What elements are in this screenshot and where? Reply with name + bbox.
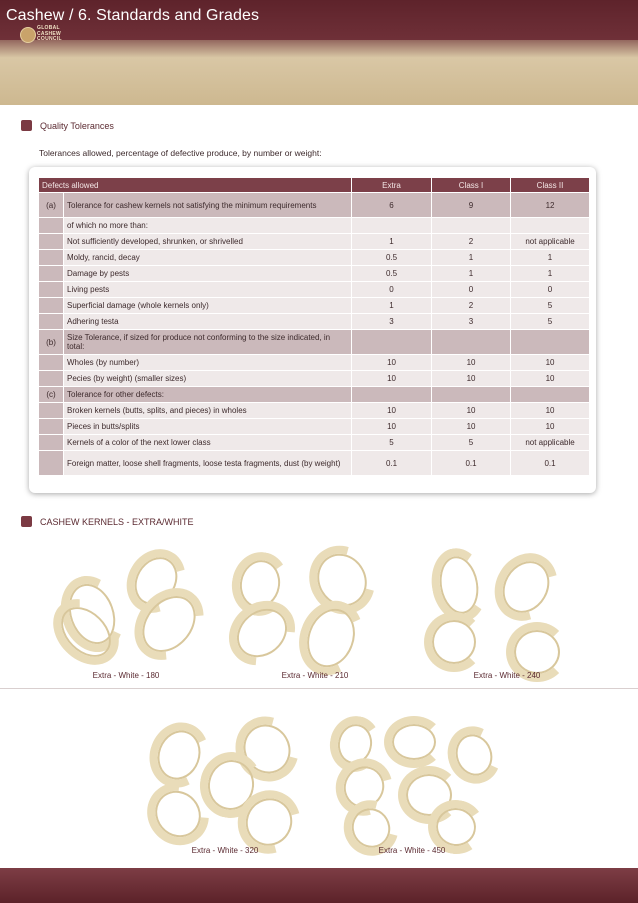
table-row bbox=[39, 330, 590, 355]
cell-class1: 10 bbox=[432, 355, 511, 371]
section-divider bbox=[0, 688, 638, 689]
cell-class2: not applicable bbox=[511, 435, 590, 451]
cell-class2: 0.1 bbox=[511, 451, 590, 476]
cell-extra bbox=[352, 387, 432, 403]
table-row bbox=[39, 419, 590, 435]
table-row bbox=[39, 193, 590, 218]
cashew-kernel-icon bbox=[483, 542, 570, 633]
cell-class1: 0 bbox=[432, 282, 511, 298]
footer-band bbox=[0, 868, 638, 903]
row-label: Superficial damage (whole kernels only) bbox=[64, 298, 352, 314]
table-row bbox=[39, 250, 590, 266]
cell-class1: 10 bbox=[432, 419, 511, 435]
cell-extra: 6 bbox=[352, 193, 432, 218]
cell-extra: 1 bbox=[352, 298, 432, 314]
cell-class1: 1 bbox=[432, 266, 511, 282]
cell-class2: 10 bbox=[511, 355, 590, 371]
cell-extra: 5 bbox=[352, 435, 432, 451]
section-bullet-icon bbox=[21, 120, 32, 131]
cell-extra: 3 bbox=[352, 314, 432, 330]
cell-extra: 0.5 bbox=[352, 250, 432, 266]
row-label: Damage by pests bbox=[64, 266, 352, 282]
header-class1: Class I bbox=[432, 178, 511, 193]
cashew-kernel-icon bbox=[384, 716, 444, 768]
cell-extra: 10 bbox=[352, 355, 432, 371]
row-label: Pecies (by weight) (smaller sizes) bbox=[64, 371, 352, 387]
row-label: Kernels of a color of the next lower class bbox=[64, 435, 352, 451]
cell-extra: 1 bbox=[352, 234, 432, 250]
row-label: Broken kernels (butts, splits, and pieces) in wholes bbox=[64, 403, 352, 419]
cell-class1: 1 bbox=[432, 250, 511, 266]
table-row bbox=[39, 298, 590, 314]
cell-class1: 2 bbox=[432, 234, 511, 250]
cell-extra: 10 bbox=[352, 419, 432, 435]
cell-class2: 10 bbox=[511, 403, 590, 419]
row-label: Size Tolerance, if sized for produce not conforming to the size indicated, in total: bbox=[64, 330, 352, 355]
header-extra: Extra bbox=[352, 178, 432, 193]
row-letter bbox=[39, 451, 64, 476]
cell-extra: 10 bbox=[352, 371, 432, 387]
header-banner bbox=[0, 0, 638, 105]
cashew-logo-icon bbox=[20, 27, 36, 43]
row-label: Foreign matter, loose shell fragments, loose testa fragments, dust (by weight) bbox=[64, 451, 352, 476]
cell-class2 bbox=[511, 218, 590, 234]
cell-extra: 0.1 bbox=[352, 451, 432, 476]
cell-class1 bbox=[432, 330, 511, 355]
row-label: Tolerance for other defects: bbox=[64, 387, 352, 403]
row-letter bbox=[39, 355, 64, 371]
row-letter bbox=[39, 234, 64, 250]
row-label: Tolerance for cashew kernels not satisfying the minimum requirements bbox=[64, 193, 352, 218]
cell-class2: 5 bbox=[511, 314, 590, 330]
table-row bbox=[39, 403, 590, 419]
caption-210: Extra - White - 210 bbox=[281, 671, 349, 680]
cell-class2 bbox=[511, 387, 590, 403]
header-defects: Defects allowed bbox=[39, 178, 352, 193]
cell-class1: 5 bbox=[432, 435, 511, 451]
row-label: Adhering testa bbox=[64, 314, 352, 330]
cell-class2: 5 bbox=[511, 298, 590, 314]
row-letter bbox=[39, 314, 64, 330]
row-letter: (b) bbox=[39, 330, 64, 355]
table-header-row bbox=[39, 178, 590, 193]
header-class2: Class II bbox=[511, 178, 590, 193]
section-bullet-icon bbox=[21, 516, 32, 527]
row-letter bbox=[39, 371, 64, 387]
table-row bbox=[39, 282, 590, 298]
cell-extra: 0.5 bbox=[352, 266, 432, 282]
cell-class2: 12 bbox=[511, 193, 590, 218]
cell-class1: 0.1 bbox=[432, 451, 511, 476]
row-letter bbox=[39, 298, 64, 314]
table-row bbox=[39, 371, 590, 387]
row-letter bbox=[39, 419, 64, 435]
caption-240: Extra - White - 240 bbox=[473, 671, 541, 680]
row-letter: (c) bbox=[39, 387, 64, 403]
cell-class1: 3 bbox=[432, 314, 511, 330]
intro-text: Tolerances allowed, percentage of defective produce, by number or weight: bbox=[39, 148, 322, 158]
cell-extra: 10 bbox=[352, 403, 432, 419]
row-letter bbox=[39, 218, 64, 234]
row-label: Living pests bbox=[64, 282, 352, 298]
row-letter bbox=[39, 282, 64, 298]
cell-class2: 10 bbox=[511, 371, 590, 387]
cell-class1: 2 bbox=[432, 298, 511, 314]
row-label: of which no more than: bbox=[64, 218, 352, 234]
table-row bbox=[39, 451, 590, 476]
cell-extra bbox=[352, 330, 432, 355]
row-letter bbox=[39, 403, 64, 419]
row-letter: (a) bbox=[39, 193, 64, 218]
cell-class2: 0 bbox=[511, 282, 590, 298]
cell-class1: 10 bbox=[432, 371, 511, 387]
row-label: Pieces in butts/splits bbox=[64, 419, 352, 435]
cell-class1 bbox=[432, 218, 511, 234]
cell-class2: 1 bbox=[511, 266, 590, 282]
cell-class1: 9 bbox=[432, 193, 511, 218]
cell-extra: 0 bbox=[352, 282, 432, 298]
cell-extra bbox=[352, 218, 432, 234]
row-label: Not sufficiently developed, shrunken, or shrivelled bbox=[64, 234, 352, 250]
cell-class1 bbox=[432, 387, 511, 403]
kernels-section-heading: CASHEW KERNELS - EXTRA/WHITE bbox=[21, 516, 194, 527]
cell-class2: 1 bbox=[511, 250, 590, 266]
logo-text: GLOBAL CASHEW COUNCIL bbox=[37, 25, 62, 42]
row-label: Moldy, rancid, decay bbox=[64, 250, 352, 266]
table-row bbox=[39, 355, 590, 371]
table-row bbox=[39, 234, 590, 250]
caption-180: Extra - White - 180 bbox=[92, 671, 160, 680]
cell-class2 bbox=[511, 330, 590, 355]
tolerance-table bbox=[38, 177, 590, 476]
page-title: Cashew / 6. Standards and Grades bbox=[6, 7, 260, 24]
table-row bbox=[39, 218, 590, 234]
row-letter bbox=[39, 435, 64, 451]
table-row bbox=[39, 314, 590, 330]
cell-class2: not applicable bbox=[511, 234, 590, 250]
caption-320: Extra - White - 320 bbox=[191, 846, 259, 855]
logo bbox=[20, 27, 80, 47]
quality-section-heading: Quality Tolerances bbox=[21, 120, 114, 131]
table-row bbox=[39, 266, 590, 282]
cell-class1: 10 bbox=[432, 403, 511, 419]
table-row bbox=[39, 435, 590, 451]
cashew-kernel-icon bbox=[216, 588, 308, 679]
row-letter bbox=[39, 266, 64, 282]
tolerance-table-card bbox=[29, 167, 596, 493]
caption-450: Extra - White - 450 bbox=[378, 846, 446, 855]
row-letter bbox=[39, 250, 64, 266]
row-label: Wholes (by number) bbox=[64, 355, 352, 371]
cell-class2: 10 bbox=[511, 419, 590, 435]
cashew-kernel-icon bbox=[424, 612, 484, 672]
table-row bbox=[39, 387, 590, 403]
